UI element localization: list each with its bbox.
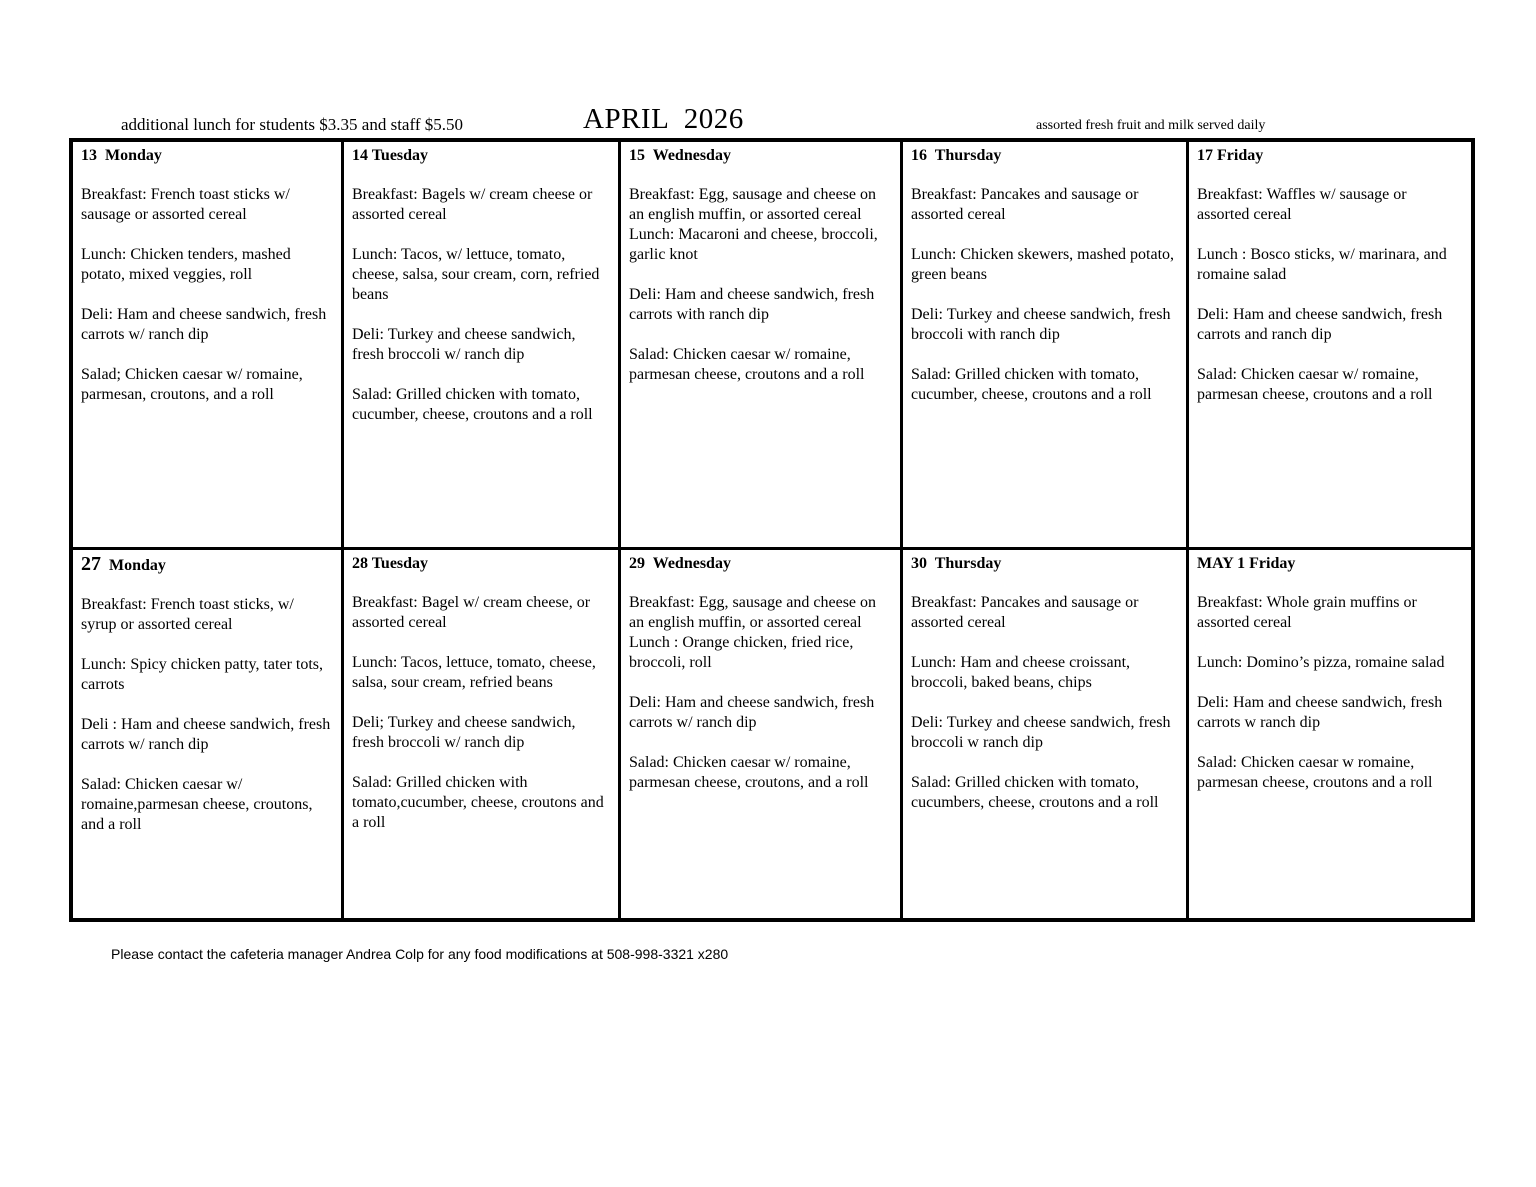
salad-item: Salad: Chicken caesar w/ romaine, parmesan cheese, croutons, and a roll [629,754,869,791]
day-number: 27 [81,553,101,575]
breakfast-item: Breakfast: Bagels w/ cream cheese or assorted cereal [352,186,593,223]
salad-item: Salad: Grilled chicken with tomato,cucumber, cheese, croutons and a roll [352,774,604,831]
breakfast-item: Breakfast: Pancakes and sausage or assorted cereal [911,594,1139,631]
day-heading: MAY 1 Friday [1197,555,1296,572]
contact-footer: Please contact the cafeteria manager Andrea Colp for any food modifications at 508-998-3321 x280 [111,946,729,962]
day-cell-29-wednesday [621,550,900,918]
breakfast-item: Breakfast: Waffles w/ sausage or assorted cereal [1197,186,1407,223]
deli-item: Deli : Ham and cheese sandwich, fresh carrots w/ ranch dip [81,716,331,753]
day-heading: 28 Tuesday [352,555,429,572]
lunch-item: Lunch: Chicken skewers, mashed potato, green beans [911,246,1175,283]
menu-calendar [69,138,1475,922]
breakfast-item: Breakfast: Whole grain muffins or assorted cereal [1197,594,1417,631]
salad-item: Salad: Chicken caesar w/ romaine,parmesan cheese, croutons, and a roll [81,776,313,833]
day-heading [81,554,333,576]
breakfast-item: Breakfast: Egg, sausage and cheese on an english muffin, or assorted cereal [629,594,877,631]
day-name: Monday [101,557,166,574]
deli-item: Deli: Ham and cheese sandwich, fresh carrots and ranch dip [1197,306,1443,343]
deli-item: Deli: Ham and cheese sandwich, fresh carrots w ranch dip [1197,694,1443,731]
breakfast-item: Breakfast: Bagel w/ cream cheese, or assorted cereal [352,594,591,631]
salad-item: Salad: Grilled chicken with tomato, cucumber, cheese, croutons and a roll [911,366,1152,403]
deli-item: Deli; Turkey and cheese sandwich, fresh broccoli w/ ranch dip [352,714,576,751]
day-cell-28-tuesday [344,550,618,918]
day-cell-16-thursday [903,142,1186,547]
page-title: APRIL 2026 [583,103,744,135]
lunch-item: Lunch: Ham and cheese croissant, broccoli, baked beans, chips [911,654,1131,691]
day-heading: 16 Thursday [911,147,1002,164]
day-cell-15-wednesday [621,142,900,547]
salad-item: Salad: Chicken caesar w romaine, parmesan cheese, croutons and a roll [1197,754,1433,791]
day-cell-30-thursday [903,550,1186,918]
lunch-item: Lunch : Orange chicken, fried rice, broccoli, roll [629,634,854,671]
daily-note: assorted fresh fruit and milk served daily [1036,118,1266,133]
day-cell-27-monday [73,550,341,918]
lunch-item: Lunch: Macaroni and cheese, broccoli, garlic knot [629,226,878,263]
day-cell-17-friday [1189,142,1471,547]
salad-item: Salad; Chicken caesar w/ romaine, parmesan, croutons, and a roll [81,366,303,403]
lunch-item: Lunch: Tacos, lettuce, tomato, cheese, salsa, sour cream, refried beans [352,654,596,691]
lunch-item: Lunch: Chicken tenders, mashed potato, mixed veggies, roll [81,246,291,283]
breakfast-item: Breakfast: French toast sticks w/ sausage or assorted cereal [81,186,290,223]
day-heading: 14 Tuesday [352,147,429,164]
day-heading: 13 Monday [81,147,162,164]
breakfast-item: Breakfast: French toast sticks, w/ syrup or assorted cereal [81,596,294,633]
deli-item: Deli: Ham and cheese sandwich, fresh carrots w/ ranch dip [629,694,875,731]
salad-item: Salad: Chicken caesar w/ romaine, parmesan cheese, croutons and a roll [629,346,865,383]
day-heading: 30 Thursday [911,555,1002,572]
day-heading: 29 Wednesday [629,555,731,572]
deli-item: Deli: Turkey and cheese sandwich, fresh broccoli w/ ranch dip [352,326,576,363]
salad-item: Salad: Grilled chicken with tomato, cucumbers, cheese, croutons and a roll [911,774,1159,811]
salad-item: Salad: Grilled chicken with tomato, cucumber, cheese, croutons and a roll [352,386,593,423]
day-cell-13-monday [73,142,341,547]
price-note: additional lunch for students $3.35 and staff $5.50 [121,115,463,134]
day-cell-14-tuesday [344,142,618,547]
breakfast-item: Breakfast: Pancakes and sausage or assorted cereal [911,186,1139,223]
lunch-item: Lunch: Spicy chicken patty, tater tots, carrots [81,656,324,693]
day-heading: 15 Wednesday [629,147,731,164]
day-cell-may-1-friday [1189,550,1471,918]
lunch-item: Lunch: Domino’s pizza, romaine salad [1197,654,1445,671]
deli-item: Deli: Turkey and cheese sandwich, fresh broccoli with ranch dip [911,306,1171,343]
deli-item: Deli: Ham and cheese sandwich, fresh carrots w/ ranch dip [81,306,327,343]
salad-item: Salad: Chicken caesar w/ romaine, parmesan cheese, croutons and a roll [1197,366,1433,403]
deli-item: Deli: Ham and cheese sandwich, fresh carrots with ranch dip [629,286,875,323]
lunch-item: Lunch : Bosco sticks, w/ marinara, and romaine salad [1197,246,1447,283]
breakfast-item: Breakfast: Egg, sausage and cheese on an english muffin, or assorted cereal [629,186,877,223]
deli-item: Deli: Turkey and cheese sandwich, fresh broccoli w ranch dip [911,714,1171,751]
lunch-item: Lunch: Tacos, w/ lettuce, tomato, cheese, salsa, sour cream, corn, refried beans [352,246,600,303]
day-heading: 17 Friday [1197,147,1264,164]
